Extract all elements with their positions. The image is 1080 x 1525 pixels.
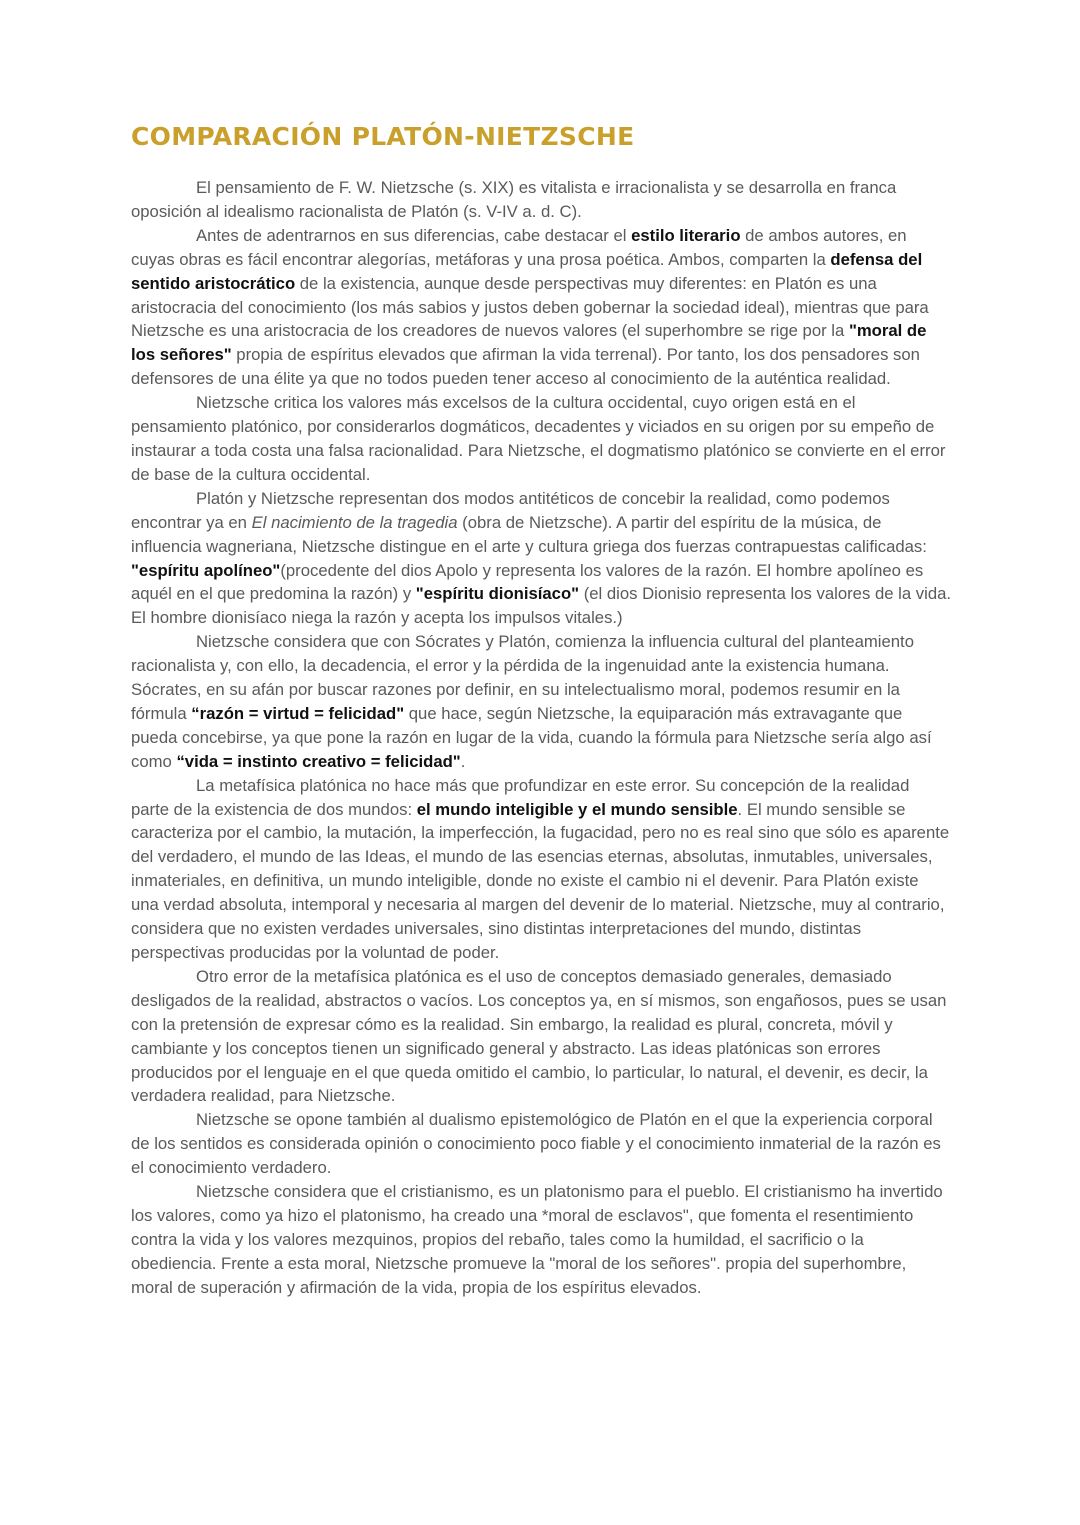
text-run: El pensamiento de F. W. Nietzsche (s. XIX) es vitalista e irracionalista y se desarrolla en franca oposición al idealismo racionalista de Platón (s. V-IV a. d. C). (131, 178, 897, 221)
text-run: (el dios Dionisio representa los valores de la vida. El hombre dionisíaco niega la razón y acepta los impulsos vitales.) (131, 584, 952, 628)
text-run: Nietzsche considera que el cristianismo, es un platonismo para el pueblo. El cristianismo ha invertido los valores, como ya hizo el platonismo, ha creado una *moral de esclavos", que fomenta el resentimiento contra la vida y los valores mezquinos, propios del rebaño, tales como la humildad, el sacrificio o la obediencia. Frente a esta moral, Nietzsche promueve la "moral de los señores". propia del superhombre, moral de superación y afirmación de la vida, propia de los espíritus elevados. (131, 1182, 943, 1297)
text-run: Antes de adentrarnos en sus diferencias, cabe destacar el (196, 225, 632, 245)
paragraph (131, 965, 951, 1108)
text-run: Platón y Nietzsche representan dos modos antitéticos de concebir la realidad, como podemos encontrar ya en (131, 488, 890, 532)
emphasis-text: "espíritu apolíneo" (131, 560, 281, 580)
paragraph (131, 391, 951, 487)
emphasis-text: "espíritu dionisíaco" (415, 584, 580, 604)
paragraph (131, 487, 951, 630)
text-run: Nietzsche considera que con Sócrates y Platón, comienza la influencia cultural del planteamiento racionalista y, con ello, la decadencia, el error y la pérdida de la ingenuidad ante la existencia humana. Sócrates, en su afán por buscar razones por definir, en su intelectualismo moral, podemos resumir en la fórmula (131, 632, 914, 723)
paragraph (131, 1180, 951, 1300)
paragraph (131, 224, 951, 391)
text-run: Otro error de la metafísica platónica es el uso de conceptos demasiado generales, demasiado desligados de la realidad, abstractos o vacíos. Los conceptos ya, en sí mismos, son engañosos, pues se usan con la pretensión de expresar cómo es la realidad. Sin embargo, la realidad es plural, concreta, móvil y cambiante y los conceptos tienen un significado general y abstracto. Las ideas platónicas son errores producidos por el lenguaje en el que queda omitido el cambio, lo particular, lo natural, el devenir, es decir, la verdadera realidad, para Nietzsche. (131, 966, 947, 1106)
paragraph (131, 176, 951, 224)
emphasis-text: "moral de los señores" (131, 321, 927, 365)
paragraph (131, 774, 951, 965)
emphasis-text: defensa del sentido aristocrático (131, 249, 923, 293)
page-title: COMPARACIÓN PLATÓN-NIETZSCHE (131, 122, 635, 151)
text-run: . El mundo sensible se caracteriza por el cambio, la mutación, la imperfección, la fugacidad, pero no es real sino que sólo es aparente del verdadero, el mundo de las Ideas, el mundo de las esencias eternas, absolutas, inmutables, universales, inmateriales, en definitiva, un mundo inteligible, donde no existe el cambio ni el devenir. Para Platón existe una verdad absoluta, intemporal y necesaria al margen del devenir de lo material. Nietzsche, muy al contrario, considera que no existen verdades universales, sino distintas interpretaciones del mundo, distintas perspectivas producidas por la voluntad de poder. (131, 799, 950, 962)
paragraph (131, 630, 951, 773)
italic-title: El nacimiento de la tragedia (251, 512, 458, 532)
emphasis-text: “razón = virtud = felicidad" (191, 703, 405, 723)
emphasis-text: estilo literario (631, 225, 741, 245)
text-run: (obra de Nietzsche). A partir del espíritu de la música, de influencia wagneriana, Nietzsche distingue en el arte y cultura griega dos fuerzas contrapuestas calificadas: (131, 512, 927, 556)
text-run: que hace, según Nietzsche, la equiparación más extravagante que pueda concebirse, ya que pone la razón en lugar de la vida, cuando la fórmula para Nietzsche sería algo así como (131, 703, 932, 771)
text-run: La metafísica platónica no hace más que profundizar en este error. Su concepción de la realidad parte de la existencia de dos mundos: (131, 775, 910, 819)
text-run: de la existencia, aunque desde perspectivas muy diferentes: en Platón es una aristocracia del conocimiento (los más sabios y justos deben gobernar la sociedad ideal), mientras que para Nietzsche es una aristocracia de los creadores de nuevos valores (el superhombre se rige por la (131, 273, 929, 341)
text-run: Nietzsche critica los valores más excelsos de la cultura occidental, cuyo origen está en el pensamiento platónico, por considerarlos dogmáticos, decadentes y viciados en su origen por su empeño de instaurar a toda costa una falsa racionalidad. Para Nietzsche, el dogmatismo platónico se convierte en el error de base de la cultura occidental. (131, 393, 946, 484)
text-run: (procedente del dios Apolo y representa los valores de la razón. El hombre apolíneo es aquél en el que predomina la razón) y (131, 560, 924, 604)
text-run: de ambos autores, en cuyas obras es fácil encontrar alegorías, metáforas y una prosa poética. Ambos, comparten la (131, 225, 907, 269)
text-run: propia de espíritus elevados que afirman la vida terrenal). Por tanto, los dos pensadores son defensores de una élite ya que no todos pueden tener acceso al conocimiento de la auténtica realidad. (131, 345, 920, 389)
text-run: . (460, 751, 466, 771)
emphasis-text: “vida = instinto creativo = felicidad" (176, 751, 461, 771)
text-run: Nietzsche se opone también al dualismo epistemológico de Platón en el que la experiencia corporal de los sentidos es considerada opinión o conocimiento poco fiable y el conocimiento inmaterial de la razón es el conocimiento verdadero. (131, 1110, 941, 1178)
paragraph (131, 1108, 951, 1180)
emphasis-text: el mundo inteligible y el mundo sensible (416, 799, 738, 819)
document-body (131, 176, 951, 1300)
